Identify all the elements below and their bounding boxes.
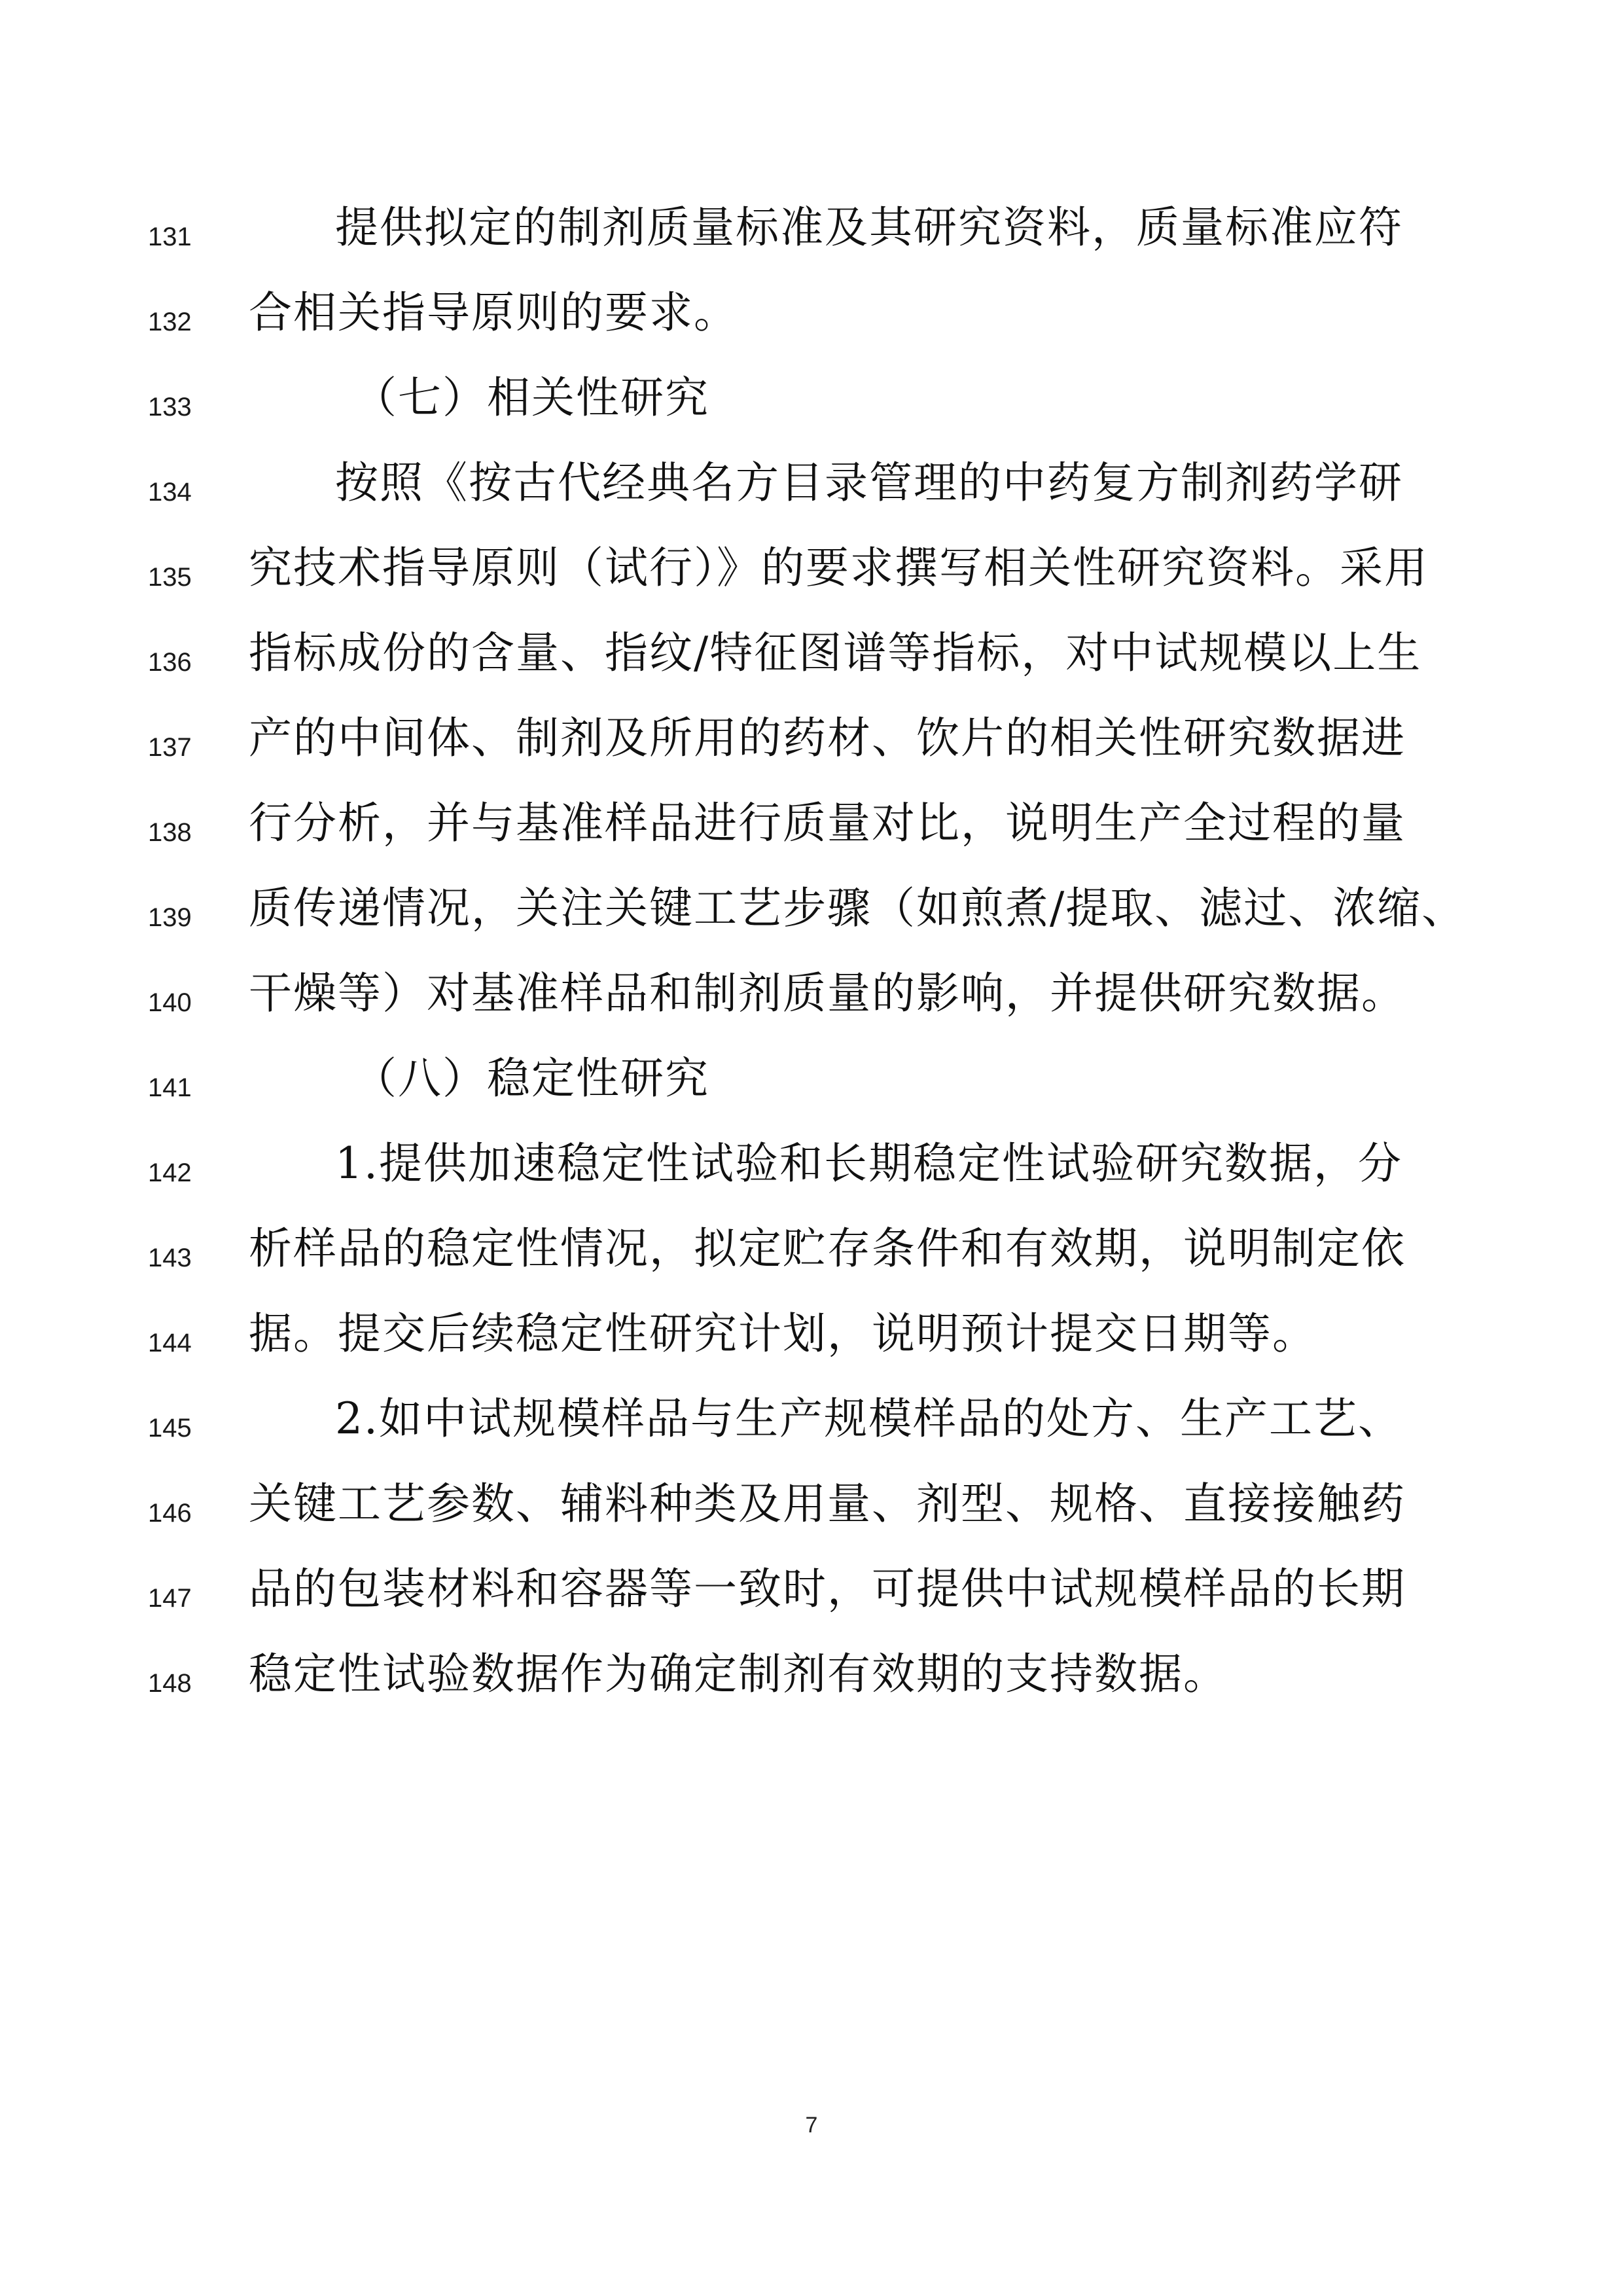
- line-text: 干燥等）对基准样品和制剂质量的影响，并提供研究数据。: [249, 968, 1406, 1018]
- line-number: 133: [148, 393, 192, 422]
- line-text: 据。提交后续稳定性研究计划，说明预计提交日期等。: [249, 1308, 1317, 1359]
- line-137: [0, 707, 1623, 792]
- line-number: 141: [148, 1073, 192, 1102]
- line-145: [0, 1388, 1623, 1473]
- line-143: [0, 1217, 1623, 1302]
- line-text: 按照《按古代经典名方目录管理的中药复方制剂药学研: [335, 457, 1403, 508]
- line-text: 合相关指导原则的要求。: [249, 287, 738, 338]
- line-text: 关键工艺参数、辅料种类及用量、剂型、规格、直接接触药: [249, 1479, 1406, 1529]
- line-text: 析样品的稳定性情况，拟定贮存条件和有效期，说明制定依: [249, 1223, 1406, 1274]
- line-135: [0, 537, 1623, 622]
- line-number: 143: [148, 1244, 192, 1272]
- line-number: 134: [148, 478, 192, 507]
- line-134: [0, 452, 1623, 537]
- line-133: [0, 367, 1623, 452]
- line-text: 1.提供加速稳定性试验和长期稳定性试验研究数据，分: [335, 1138, 1402, 1189]
- line-number: 131: [148, 223, 192, 251]
- section-heading: （八）稳定性研究: [353, 1053, 709, 1103]
- line-148: [0, 1643, 1623, 1728]
- line-number: 137: [148, 733, 192, 762]
- line-text: 品的包装材料和容器等一致时，可提供中试规模样品的长期: [249, 1564, 1406, 1614]
- line-number: 145: [148, 1414, 192, 1443]
- line-144: [0, 1302, 1623, 1388]
- line-text: 2.如中试规模样品与生产规模样品的处方、生产工艺、: [335, 1393, 1402, 1444]
- line-text: 行分析，并与基准样品进行质量对比，说明生产全过程的量: [249, 798, 1406, 848]
- line-142: [0, 1132, 1623, 1217]
- line-138: [0, 792, 1623, 877]
- line-number: 140: [148, 988, 192, 1017]
- section-heading: （七）相关性研究: [353, 372, 709, 423]
- line-text: 究技术指导原则（试行）》的要求撰写相关性研究资料。采用: [249, 543, 1429, 593]
- line-147: [0, 1558, 1623, 1643]
- line-131: [0, 196, 1623, 281]
- line-number: 148: [148, 1669, 192, 1698]
- line-text: 指标成份的含量、指纹/特征图谱等指标，对中试规模以上生: [249, 628, 1422, 678]
- line-number: 139: [148, 903, 192, 932]
- line-text: 提供拟定的制剂质量标准及其研究资料，质量标准应符: [335, 202, 1403, 253]
- line-number: 135: [148, 563, 192, 592]
- line-number: 144: [148, 1329, 192, 1357]
- line-text: 质传递情况，关注关键工艺步骤（如煎煮/提取、滤过、浓缩、: [249, 883, 1467, 933]
- line-number: 147: [148, 1584, 192, 1613]
- page-number: 7: [805, 2113, 818, 2138]
- line-146: [0, 1473, 1623, 1558]
- line-141: [0, 1047, 1623, 1132]
- line-139: [0, 877, 1623, 962]
- line-number: 132: [148, 308, 192, 336]
- line-136: [0, 622, 1623, 707]
- line-number: 136: [148, 648, 192, 677]
- line-number: 146: [148, 1499, 192, 1528]
- line-number: 138: [148, 818, 192, 847]
- line-132: [0, 281, 1623, 367]
- line-140: [0, 962, 1623, 1047]
- line-text: 产的中间体、制剂及所用的药材、饮片的相关性研究数据进: [249, 713, 1406, 763]
- line-number: 142: [148, 1158, 192, 1187]
- line-text: 稳定性试验数据作为确定制剂有效期的支持数据。: [249, 1649, 1228, 1699]
